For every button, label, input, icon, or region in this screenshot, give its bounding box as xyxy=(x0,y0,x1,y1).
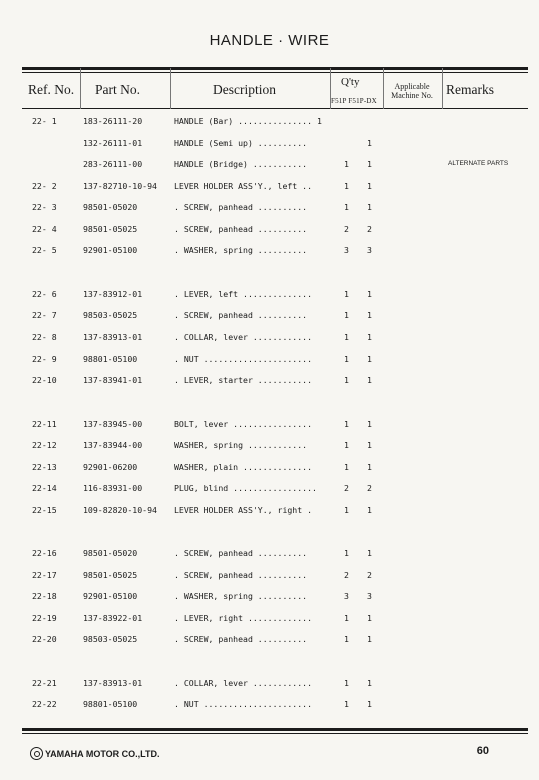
qty-f51p-dx-cell: 2 xyxy=(367,570,372,580)
part-number-cell: 183-26111-20 xyxy=(83,116,143,126)
column-header-applicable: Applicable Machine No. xyxy=(391,82,433,100)
qty-f51p-cell: 1 xyxy=(344,332,349,342)
qty-f51p-cell: 1 xyxy=(344,310,349,320)
qty-f51p-dx-cell: 1 xyxy=(367,332,372,342)
table-row xyxy=(0,632,539,646)
ref-cell: 22-19 xyxy=(32,613,57,623)
ref-cell: 22- 6 xyxy=(32,289,57,299)
table-row xyxy=(0,438,539,452)
qty-f51p-cell: 1 xyxy=(344,548,349,558)
ref-cell: 22- 4 xyxy=(32,224,57,234)
qty-f51p-dx-cell: 1 xyxy=(367,138,372,148)
qty-f51p-cell: 3 xyxy=(344,245,349,255)
qty-f51p-dx-cell: 3 xyxy=(367,591,372,601)
qty-f51p-cell: 3 xyxy=(344,591,349,601)
qty-f51p-dx-cell: 1 xyxy=(367,354,372,364)
part-number-cell: 98801-05100 xyxy=(83,354,138,364)
table-row xyxy=(0,676,539,690)
qty-f51p-cell: 1 xyxy=(344,289,349,299)
column-divider xyxy=(330,68,331,109)
description-cell: . LEVER, left .............. xyxy=(174,289,313,299)
part-number-cell: 109-82820-10-94 xyxy=(83,505,157,515)
description-cell: LEVER HOLDER ASS'Y., right . xyxy=(174,505,313,515)
ref-cell: 22-15 xyxy=(32,505,57,515)
page-title: HANDLE · WIRE xyxy=(209,32,330,49)
part-number-cell: 92901-06200 xyxy=(83,462,138,472)
qty-f51p-dx-cell: 1 xyxy=(367,505,372,515)
qty-f51p-cell: 1 xyxy=(344,634,349,644)
description-cell: PLUG, blind ................. xyxy=(174,483,317,493)
table-row xyxy=(0,481,539,495)
description-cell: . LEVER, right ............. xyxy=(174,613,313,623)
part-number-cell: 98501-05025 xyxy=(83,570,138,580)
qty-f51p-dx-cell: 1 xyxy=(367,289,372,299)
description-cell: . WASHER, spring .......... xyxy=(174,591,308,601)
column-divider xyxy=(80,68,81,109)
ref-cell: 22-17 xyxy=(32,570,57,580)
column-header-description: Description xyxy=(213,82,276,97)
qty-f51p-dx-cell: 1 xyxy=(367,678,372,688)
qty-f51p-dx-cell: 1 xyxy=(367,634,372,644)
qty-f51p-cell: 1 xyxy=(344,159,349,169)
footer-thin-rule xyxy=(22,733,528,734)
ref-cell: 22- 2 xyxy=(32,181,57,191)
description-cell: . COLLAR, lever ............ xyxy=(174,678,313,688)
table-row xyxy=(0,503,539,517)
part-number-cell: 132-26111-01 xyxy=(83,138,143,148)
ref-cell: 22- 3 xyxy=(32,202,57,212)
description-cell: . SCREW, panhead .......... xyxy=(174,570,308,580)
table-row xyxy=(0,222,539,236)
ref-cell: 22-21 xyxy=(32,678,57,688)
company-logo xyxy=(30,747,160,760)
part-number-cell: 137-83913-01 xyxy=(83,678,143,688)
table-row xyxy=(0,611,539,625)
ref-cell: 22- 9 xyxy=(32,354,57,364)
part-number-cell: 137-83941-01 xyxy=(83,375,143,385)
qty-f51p-cell: 1 xyxy=(344,440,349,450)
column-divider xyxy=(383,68,384,109)
qty-f51p-dx-cell: 1 xyxy=(367,202,372,212)
qty-f51p-cell: 1 xyxy=(344,462,349,472)
qty-f51p-cell: 1 xyxy=(344,354,349,364)
table-row xyxy=(0,330,539,344)
description-cell: . SCREW, panhead .......... xyxy=(174,548,308,558)
description-cell: . WASHER, spring .......... xyxy=(174,245,308,255)
table-row xyxy=(0,308,539,322)
qty-f51p-dx-cell: 1 xyxy=(367,613,372,623)
ref-cell: 22-16 xyxy=(32,548,57,558)
description-cell: BOLT, lever ................ xyxy=(174,419,313,429)
part-number-cell: 98501-05025 xyxy=(83,224,138,234)
part-number-cell: 92901-05100 xyxy=(83,245,138,255)
qty-f51p-dx-cell: 2 xyxy=(367,483,372,493)
qty-f51p-dx-cell: 1 xyxy=(367,375,372,385)
part-number-cell: 137-82710-10-94 xyxy=(83,181,157,191)
part-number-cell: 137-83913-01 xyxy=(83,332,143,342)
qty-f51p-dx-cell: 1 xyxy=(367,462,372,472)
part-number-cell: 98503-05025 xyxy=(83,634,138,644)
qty-f51p-dx-cell: 1 xyxy=(367,548,372,558)
description-cell: . SCREW, panhead .......... xyxy=(174,224,308,234)
description-cell: WASHER, spring ............ xyxy=(174,440,308,450)
part-number-cell: 98503-05025 xyxy=(83,310,138,320)
table-row xyxy=(0,200,539,214)
qty-f51p-cell: 1 xyxy=(344,613,349,623)
page-number: 60 xyxy=(476,745,489,757)
column-header-part: Part No. xyxy=(95,82,140,97)
qty-f51p-dx-cell: 1 xyxy=(367,440,372,450)
table-row xyxy=(0,417,539,431)
header-bottom-rule xyxy=(22,108,528,109)
qty-f51p-dx-cell: 1 xyxy=(367,699,372,709)
table-row xyxy=(0,697,539,711)
qty-f51p-dx-cell: 1 xyxy=(367,181,372,191)
qty-f51p-cell: 1 xyxy=(344,699,349,709)
qty-f51p-cell: 1 xyxy=(344,419,349,429)
qty-f51p-cell: 1 xyxy=(344,375,349,385)
part-number-cell: 137-83922-01 xyxy=(83,613,143,623)
description-cell: . SCREW, panhead .......... xyxy=(174,634,308,644)
description-cell: . LEVER, starter ........... xyxy=(174,375,313,385)
description-cell: . SCREW, panhead .......... xyxy=(174,310,308,320)
column-header-remarks: Remarks xyxy=(446,82,494,97)
table-row xyxy=(0,568,539,582)
table-row xyxy=(0,114,539,128)
column-divider xyxy=(170,68,171,109)
table-row xyxy=(0,589,539,603)
description-cell: HANDLE (Semi up) .......... xyxy=(174,138,308,148)
column-header-models: F51P F51P-DX xyxy=(331,97,377,105)
table-row xyxy=(0,243,539,257)
part-number-cell: 92901-05100 xyxy=(83,591,138,601)
description-cell: HANDLE (Bar) ............... 1 xyxy=(174,116,322,126)
ref-cell: 22-14 xyxy=(32,483,57,493)
description-cell: HANDLE (Bridge) ........... xyxy=(174,159,308,169)
description-cell: . SCREW, panhead .......... xyxy=(174,202,308,212)
ref-cell: 22-12 xyxy=(32,440,57,450)
ref-cell: 22- 1 xyxy=(32,116,57,126)
qty-f51p-dx-cell: 1 xyxy=(367,159,372,169)
part-number-cell: 283-26111-00 xyxy=(83,159,143,169)
qty-f51p-dx-cell: 2 xyxy=(367,224,372,234)
part-number-cell: 98501-05020 xyxy=(83,548,138,558)
description-cell: . NUT ...................... xyxy=(174,354,313,364)
remarks-cell: ALTERNATE PARTS xyxy=(448,160,509,167)
header-top-rule xyxy=(22,67,528,70)
part-number-cell: 137-83945-00 xyxy=(83,419,143,429)
part-number-cell: 137-83912-01 xyxy=(83,289,143,299)
ref-cell: 22-13 xyxy=(32,462,57,472)
table-row xyxy=(0,373,539,387)
table-row xyxy=(0,157,539,171)
ref-cell: 22- 7 xyxy=(32,310,57,320)
qty-f51p-cell: 2 xyxy=(344,483,349,493)
part-number-cell: 98501-05020 xyxy=(83,202,138,212)
qty-f51p-dx-cell: 1 xyxy=(367,419,372,429)
table-row xyxy=(0,287,539,301)
yamaha-emblem-icon xyxy=(30,747,43,760)
ref-cell: 22-18 xyxy=(32,591,57,601)
header-top-thin-rule xyxy=(22,72,528,73)
qty-f51p-cell: 1 xyxy=(344,181,349,191)
qty-f51p-dx-cell: 3 xyxy=(367,245,372,255)
ref-cell: 22- 5 xyxy=(32,245,57,255)
description-cell: . NUT ...................... xyxy=(174,699,313,709)
footer-rule xyxy=(22,728,528,731)
table-row xyxy=(0,136,539,150)
company-name: YAMAHA MOTOR CO.,LTD. xyxy=(45,748,160,759)
qty-f51p-dx-cell: 1 xyxy=(367,310,372,320)
qty-f51p-cell: 2 xyxy=(344,224,349,234)
ref-cell: 22-22 xyxy=(32,699,57,709)
table-row xyxy=(0,460,539,474)
column-header-qty: Q'ty xyxy=(341,76,360,88)
description-cell: LEVER HOLDER ASS'Y., left .. xyxy=(174,181,313,191)
qty-f51p-cell: 1 xyxy=(344,505,349,515)
column-divider xyxy=(442,68,443,109)
part-number-cell: 116-83931-00 xyxy=(83,483,143,493)
part-number-cell: 98801-05100 xyxy=(83,699,138,709)
description-cell: . COLLAR, lever ............ xyxy=(174,332,313,342)
ref-cell: 22-10 xyxy=(32,375,57,385)
ref-cell: 22-11 xyxy=(32,419,57,429)
qty-f51p-cell: 1 xyxy=(344,202,349,212)
description-cell: WASHER, plain .............. xyxy=(174,462,313,472)
ref-cell: 22- 8 xyxy=(32,332,57,342)
table-row xyxy=(0,179,539,193)
table-row xyxy=(0,546,539,560)
qty-f51p-cell: 2 xyxy=(344,570,349,580)
qty-f51p-cell: 1 xyxy=(344,678,349,688)
column-header-ref: Ref. No. xyxy=(28,82,75,97)
part-number-cell: 137-83944-00 xyxy=(83,440,143,450)
ref-cell: 22-20 xyxy=(32,634,57,644)
table-row xyxy=(0,352,539,366)
